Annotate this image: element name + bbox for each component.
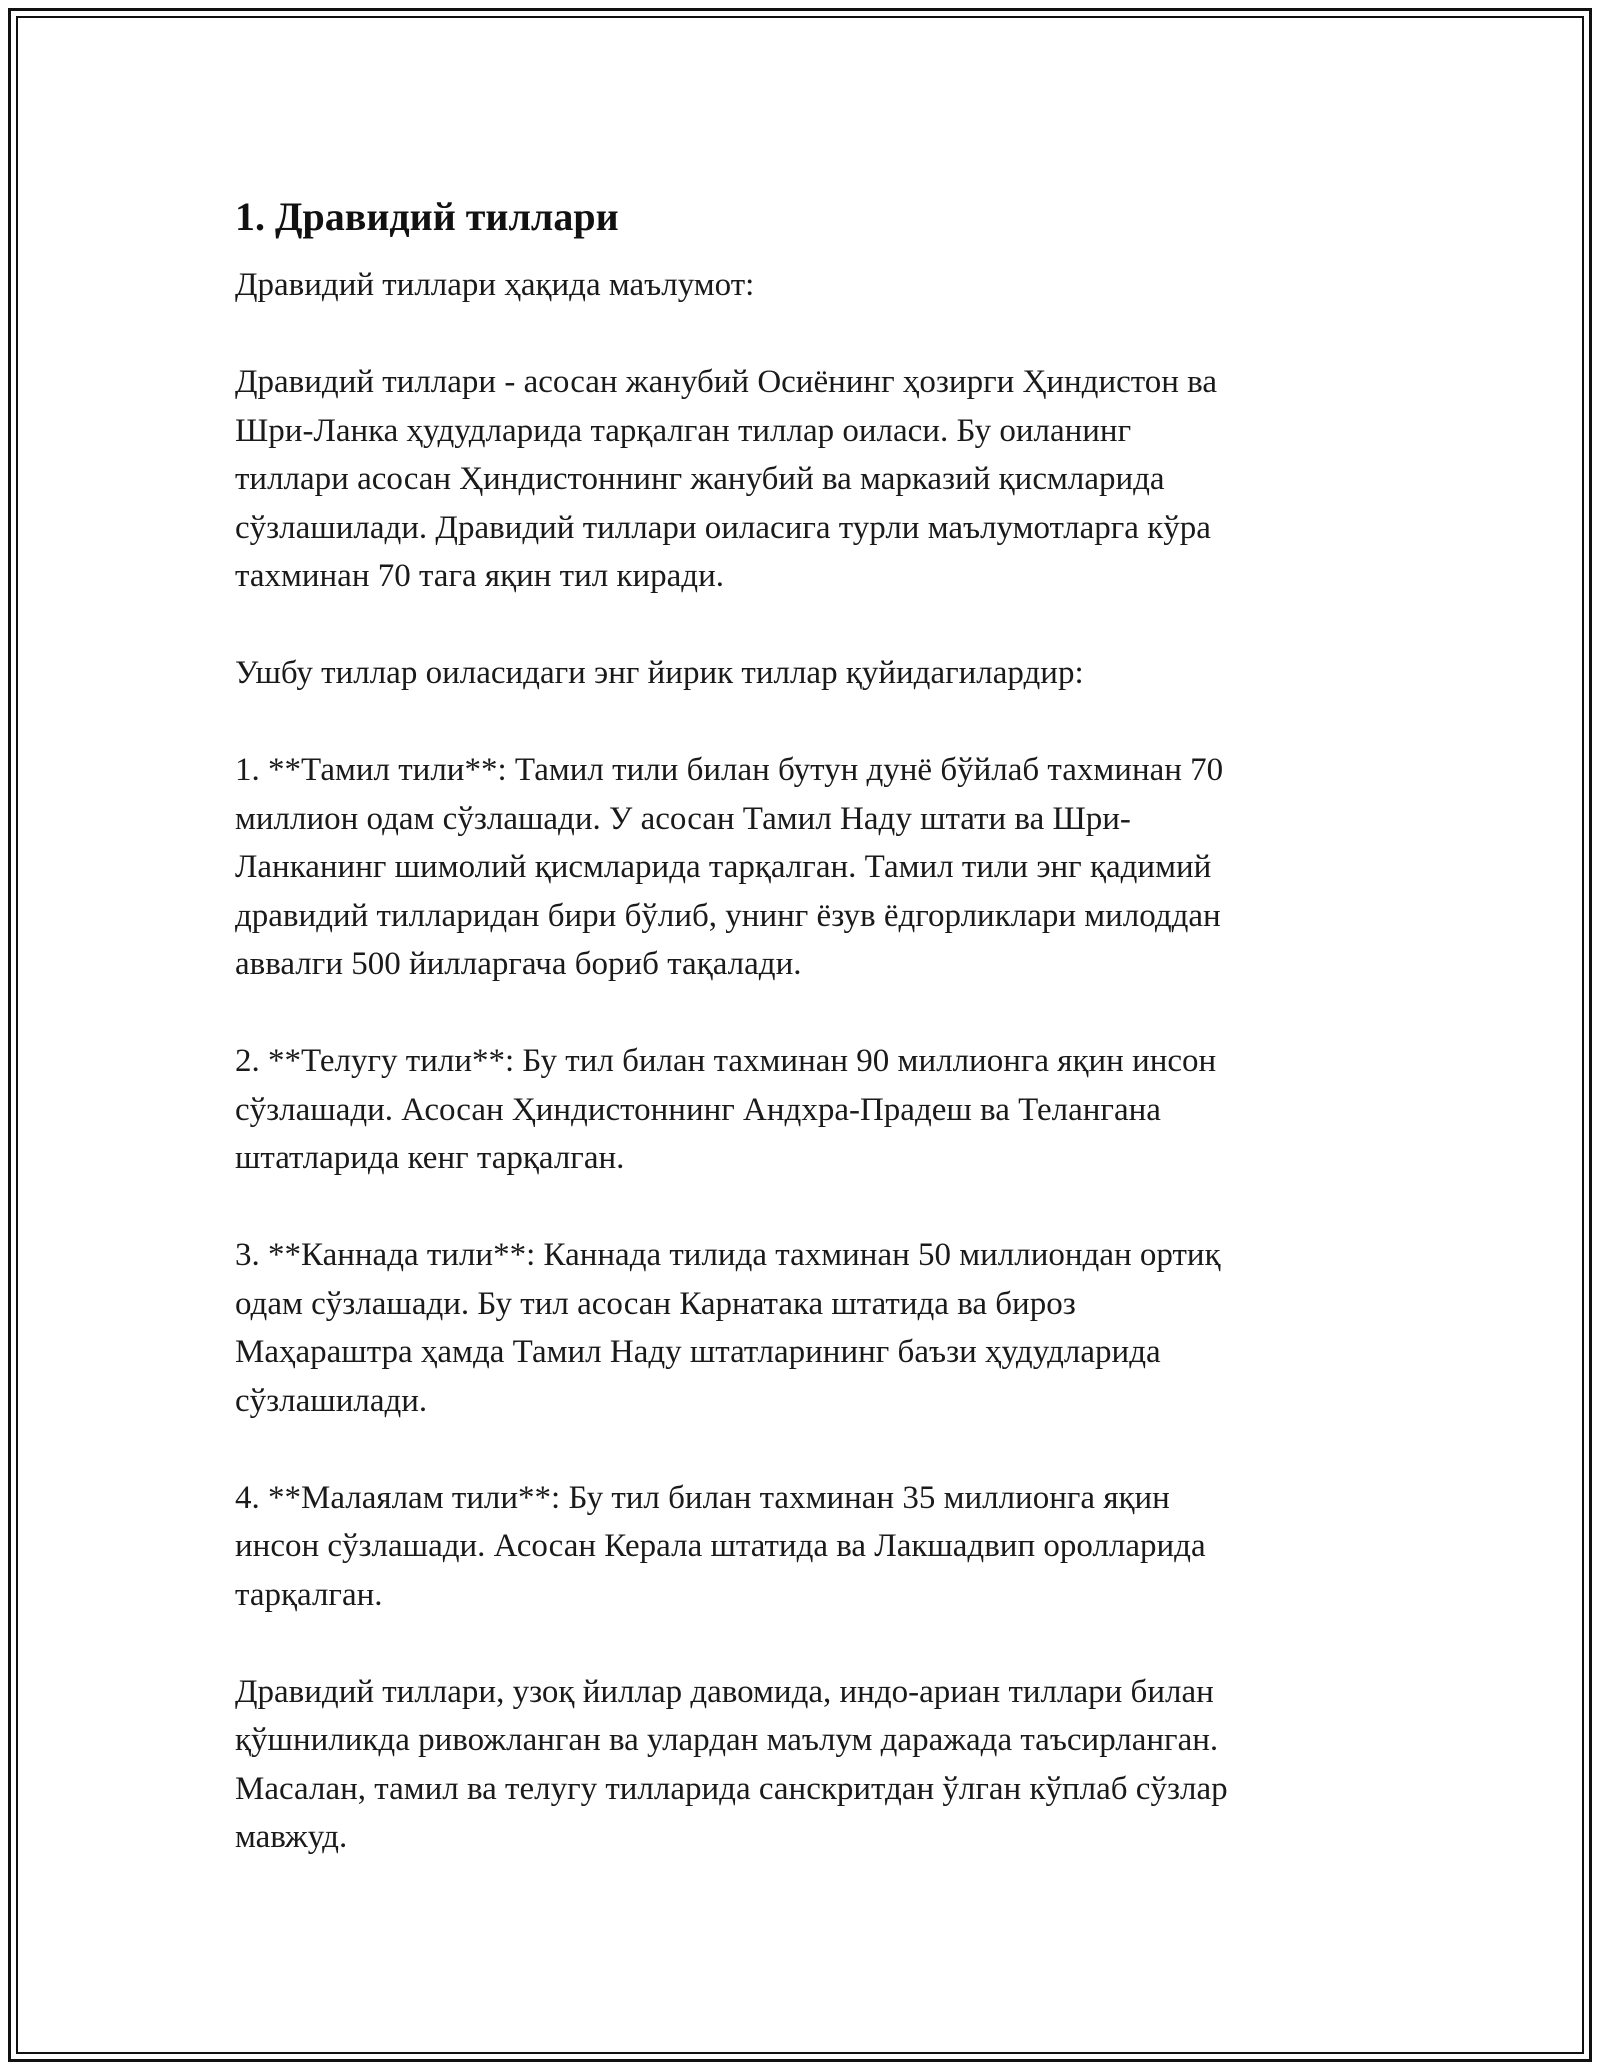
list-item-kannada: 3. **Каннада тили**: Каннада тилида тахминан 50 миллиондан ортиқ одам сўзлашади. Бу тил асосан Карнатака штатида ва бироз Маҳараштра ҳамда Тамил Наду штатларининг баъзи ҳудудларида сўзлашилади. (235, 1237, 1221, 1419)
conclusion-paragraph: Дравидий тиллари, узоқ йиллар давомида, индо-ариан тиллари билан қўшниликда ривожланган ва улардан маълум даражада таъсирланган. Масалан, тамил ва телугу тилларида санскритдан ўлган кўплаб сўзлар мавжуд. (235, 1673, 1228, 1855)
list-intro-paragraph: Ушбу тиллар оиласидаги энг йирик тиллар қуйидагилардир: (235, 655, 1084, 691)
list-item-tamil: 1. **Тамил тили**: Тамил тили билан бутун дунё бўйлаб тахминан 70 миллион одам сўзлашади. У асосан Тамил Наду штати ва Шри- Ланканинг шимолий қисмларида тарқалган. Тамил тили энг қадимий дравидий тилларидан бири бўлиб, унинг ёзув ёдгорликлари милоддан аввалги 500 йилларгача бориб тақалади. (235, 752, 1224, 982)
document-title: 1. Дравидий тиллари (235, 194, 619, 239)
document-body (235, 180, 1365, 1862)
list-item-malayalam: 4. **Малаялам тили**: Бу тил билан тахминан 35 миллионга яқин инсон сўзлашади. Асосан Керала штатида ва Лакшадвип оролларида тарқалган. (235, 1479, 1206, 1613)
list-item-telugu: 2. **Телугу тили**: Бу тил билан тахминан 90 миллионга яқин инсон сўзлашади. Асосан Ҳиндистоннинг Андхра-Прадеш ва Телангана штатларида кенг тарқалган. (235, 1043, 1217, 1176)
intro-line: Дравидий тиллари ҳақида маълумот: (235, 267, 755, 303)
overview-paragraph: Дравидий тиллари - асосан жанубий Осиёнинг ҳозирги Ҳиндистон ва Шри-Ланка ҳудудларида тарқалган тиллар оиласи. Бу оиланинг тиллари асосан Ҳиндистоннинг жанубий ва марказий қисмларида сўзлашилади. Дравидий тиллари оиласига турли маълумотларга кўра тахминан 70 тага яқин тил киради. (235, 364, 1217, 594)
